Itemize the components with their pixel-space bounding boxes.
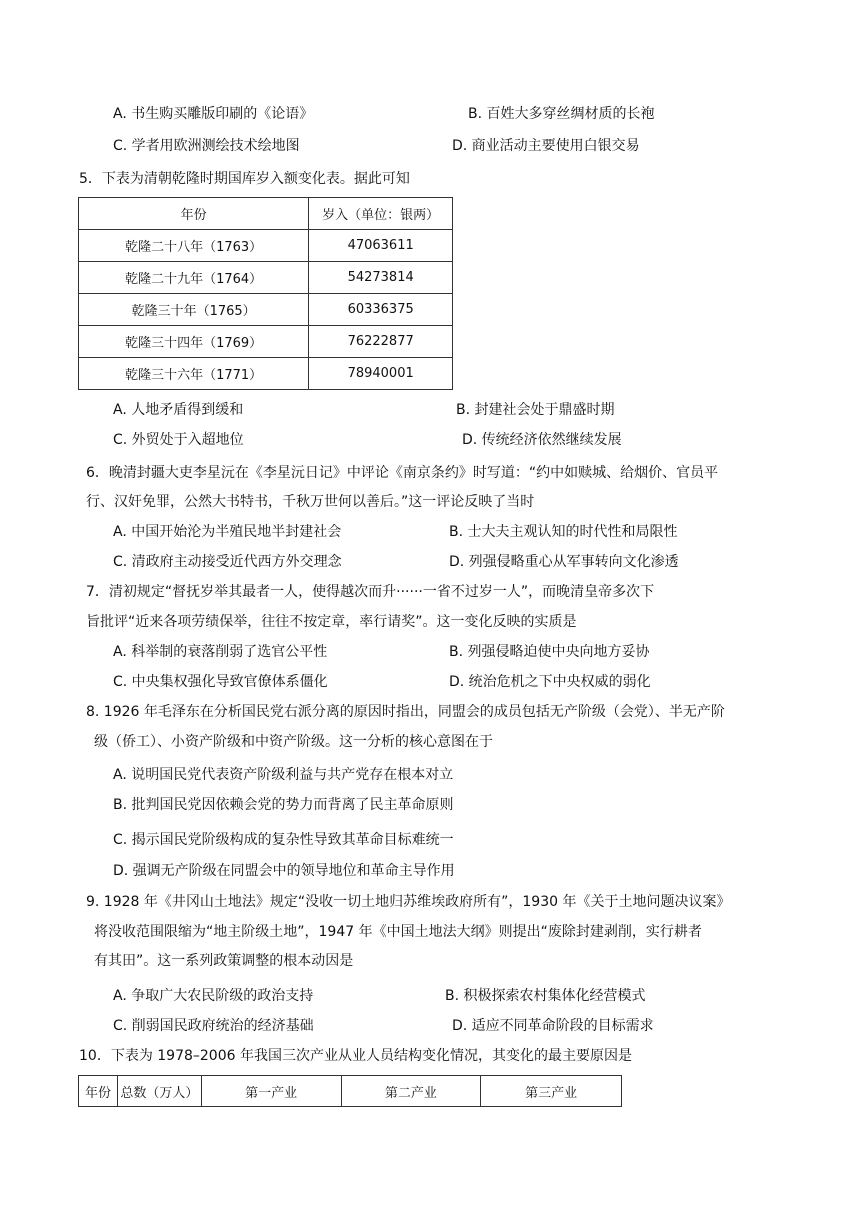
q5-option-b: B. 封建社会处于鼎盛时期 <box>456 402 615 418</box>
q6-stem-line2: 行、汉奸免罪，公然大书特书，千秋万世何以善后。”这一评论反映了当时 <box>86 494 535 510</box>
q6-stem-line1: 6．晚清封疆大吏李星沅在《李星沅日记》中评论《南京条约》时写道：“约中如赎城、给烟价、官员平 <box>86 465 719 481</box>
table-row <box>79 358 453 390</box>
table-header-row <box>79 1076 622 1107</box>
table-cell-year: 乾隆二十九年（1764） <box>79 262 309 294</box>
table-cell-revenue: 60336375 <box>309 294 453 326</box>
table-cell-year: 乾隆三十年（1765） <box>79 294 309 326</box>
q7-option-b: B. 列强侵略迫使中央向地方妥协 <box>449 644 650 660</box>
q7-stem-line1: 7．清初规定“督抚岁举其最者一人，使得越次而升······一省不过岁一人”，而晚清皇帝多次下 <box>86 584 655 600</box>
table-header-cell: 年份 <box>79 198 309 230</box>
table-row <box>79 294 453 326</box>
q8-option-a: A. 说明国民党代表资产阶级利益与共产党存在根本对立 <box>113 767 454 783</box>
table-row <box>79 326 453 358</box>
q8-option-b: B. 批判国民党因依赖会党的势力而背离了民主革命原则 <box>113 797 454 813</box>
table-header-cell: 岁入（单位：银两） <box>309 198 453 230</box>
q10-employment-table <box>78 1075 622 1107</box>
q9-option-b: B. 积极探索农村集体化经营模式 <box>445 988 646 1004</box>
q5-revenue-table <box>78 197 453 390</box>
q8-stem-line2: 级（侨工）、小资产阶级和中资产阶级。这一分析的核心意图在于 <box>94 734 493 750</box>
q5-stem: 5．下表为清朝乾隆时期国库岁入额变化表。据此可知 <box>79 171 410 187</box>
q8-stem-line1: 8. 1926 年毛泽东在分析国民党右派分离的原因时指出，同盟会的成员包括无产阶级（会党）、半无产阶 <box>86 704 725 720</box>
q4-option-a: A. 书生购买雕版印刷的《论语》 <box>113 106 314 122</box>
q4-option-d: D. 商业活动主要使用白银交易 <box>452 138 640 154</box>
q8-option-d: D. 强调无产阶级在同盟会中的领导地位和革命主导作用 <box>113 863 455 879</box>
q9-stem-line3: 有其田”。这一系列政策调整的根本动因是 <box>94 953 354 969</box>
q6-option-a: A. 中国开始沦为半殖民地半封建社会 <box>113 524 342 540</box>
table-header-cell: 第一产业 <box>201 1076 341 1107</box>
table-header-cell: 年份 <box>79 1076 118 1107</box>
q6-option-c: C. 清政府主动接受近代西方外交理念 <box>113 554 342 570</box>
table-cell-year: 乾隆三十四年（1769） <box>79 326 309 358</box>
table-header-row <box>79 198 453 230</box>
q4-option-c: C. 学者用欧洲测绘技术绘地图 <box>113 138 300 154</box>
table-cell-revenue: 76222877 <box>309 326 453 358</box>
q7-option-a: A. 科举制的衰落削弱了选官公平性 <box>113 644 328 660</box>
table-cell-revenue: 47063611 <box>309 230 453 262</box>
q9-stem-line1: 9. 1928 年《井冈山土地法》规定“没收一切土地归苏维埃政府所有”，1930 年《关于土地问题决议案》 <box>86 894 731 910</box>
table-row <box>79 230 453 262</box>
q7-stem-line2: 旨批评“近来各项劳绩保举，往往不按定章，率行请奖”。这一变化反映的实质是 <box>86 614 577 630</box>
q7-option-d: D. 统治危机之下中央权威的弱化 <box>449 674 651 690</box>
q6-option-d: D. 列强侵略重心从军事转向文化渗透 <box>449 554 679 570</box>
q10-stem: 10．下表为 1978–2006 年我国三次产业从业人员结构变化情况，其变化的最主要原因是 <box>79 1048 632 1064</box>
q8-option-c: C. 揭示国民党阶级构成的复杂性导致其革命目标难统一 <box>113 832 454 848</box>
table-cell-revenue: 78940001 <box>309 358 453 390</box>
q4-option-b: B. 百姓大多穿丝绸材质的长袍 <box>468 106 655 122</box>
q5-option-a: A. 人地矛盾得到缓和 <box>113 402 244 418</box>
q5-option-c: C. 外贸处于入超地位 <box>113 432 244 448</box>
q9-option-c: C. 削弱国民政府统治的经济基础 <box>113 1018 314 1034</box>
table-cell-year: 乾隆三十六年（1771） <box>79 358 309 390</box>
table-header-cell: 第三产业 <box>481 1076 622 1107</box>
q6-option-b: B. 士大夫主观认知的时代性和局限性 <box>449 524 678 540</box>
q9-stem-line2: 将没收范围限缩为“地主阶级土地”，1947 年《中国土地法大纲》则提出“废除封建剥削，实行耕者 <box>94 924 702 940</box>
table-row <box>79 262 453 294</box>
q7-option-c: C. 中央集权强化导致官僚体系僵化 <box>113 674 328 690</box>
q9-option-a: A. 争取广大农民阶级的政治支持 <box>113 988 314 1004</box>
table-header-cell: 总数（万人） <box>117 1076 201 1107</box>
table-cell-year: 乾隆二十八年（1763） <box>79 230 309 262</box>
q5-option-d: D. 传统经济依然继续发展 <box>462 432 622 448</box>
table-cell-revenue: 54273814 <box>309 262 453 294</box>
q9-option-d: D. 适应不同革命阶段的目标需求 <box>452 1018 654 1034</box>
table-header-cell: 第二产业 <box>341 1076 481 1107</box>
